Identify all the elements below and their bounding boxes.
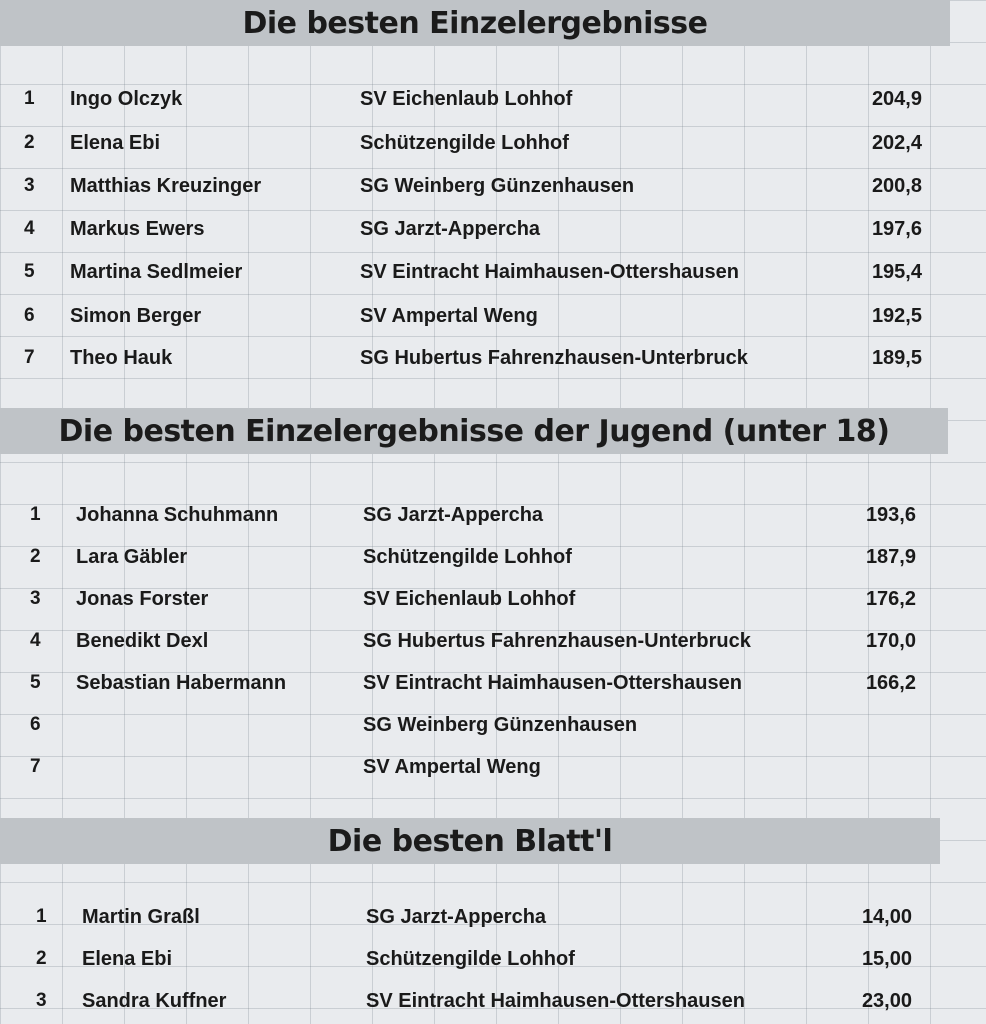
club-cell: SV Eichenlaub Lohhof xyxy=(363,588,576,610)
club-cell: SG Hubertus Fahrenzhausen-Unterbruck xyxy=(363,630,751,652)
club-cell: SV Eintracht Haimhausen-Ottershausen xyxy=(363,672,742,694)
rank-cell: 2 xyxy=(24,132,35,153)
score-cell: 187,9 xyxy=(865,546,916,568)
rank-cell: 1 xyxy=(30,504,41,525)
name-cell: Elena Ebi xyxy=(82,948,173,970)
table-row xyxy=(0,578,986,620)
table-row xyxy=(0,980,986,1022)
club-cell: SG Weinberg Günzenhausen xyxy=(360,175,635,197)
table-row xyxy=(0,536,986,578)
score-cell: 200,8 xyxy=(871,175,922,197)
rank-cell: 5 xyxy=(24,261,35,282)
table-row xyxy=(0,938,986,980)
rank-cell: 2 xyxy=(30,546,41,567)
club-cell: Schützengilde Lohhof xyxy=(363,546,572,568)
score-cell: 170,0 xyxy=(865,630,916,652)
name-cell xyxy=(76,704,356,746)
rank-cell: 4 xyxy=(30,630,41,651)
name-cell: Theo Hauk xyxy=(70,347,173,369)
score-cell: 204,9 xyxy=(871,88,922,110)
table-row xyxy=(0,704,986,746)
name-cell: Benedikt Dexl xyxy=(76,630,209,652)
score-cell: 197,6 xyxy=(871,218,922,240)
rank-cell: 7 xyxy=(30,756,41,777)
score-cell: 195,4 xyxy=(871,261,922,283)
name-cell: Sandra Kuffner xyxy=(82,990,227,1012)
table-row xyxy=(0,251,986,293)
club-cell: SG Jarzt-Appercha xyxy=(366,906,547,928)
score-cell: 166,2 xyxy=(865,672,916,694)
club-cell: Schützengilde Lohhof xyxy=(360,132,569,154)
table-row xyxy=(0,337,986,379)
table-row xyxy=(0,122,986,164)
name-cell: Markus Ewers xyxy=(70,218,205,240)
section-title: Die besten Einzelergebnisse xyxy=(0,0,950,46)
table-row xyxy=(0,662,986,704)
rank-cell: 3 xyxy=(36,990,47,1011)
score-cell xyxy=(816,746,916,788)
score-cell: 192,5 xyxy=(871,305,922,327)
name-cell: Johanna Schuhmann xyxy=(76,504,279,526)
club-cell: SV Eintracht Haimhausen-Ottershausen xyxy=(360,261,739,283)
name-cell: Martina Sedlmeier xyxy=(70,261,243,283)
name-cell: Matthias Kreuzinger xyxy=(70,175,262,197)
table-row xyxy=(0,78,986,120)
club-cell: SG Hubertus Fahrenzhausen-Unterbruck xyxy=(360,347,748,369)
section-title: Die besten Einzelergebnisse der Jugend (unter 18) xyxy=(0,408,948,454)
rank-cell: 7 xyxy=(24,347,35,368)
table-row xyxy=(0,896,986,938)
table-row xyxy=(0,746,986,788)
name-cell: Lara Gäbler xyxy=(76,546,188,568)
score-cell xyxy=(816,704,916,746)
section-title: Die besten Blatt'l xyxy=(0,818,940,864)
rank-cell: 3 xyxy=(30,588,41,609)
table-row xyxy=(0,494,986,536)
score-cell: 14,00 xyxy=(861,906,912,928)
name-cell: Sebastian Habermann xyxy=(76,672,287,694)
rank-cell: 1 xyxy=(24,88,35,109)
name-cell: Ingo Olczyk xyxy=(70,88,183,110)
name-cell: Martin Graßl xyxy=(82,906,200,928)
club-cell: SG Weinberg Günzenhausen xyxy=(363,714,638,736)
table-row xyxy=(0,620,986,662)
table-row xyxy=(0,208,986,250)
club-cell: Schützengilde Lohhof xyxy=(366,948,575,970)
rank-cell: 5 xyxy=(30,672,41,693)
rank-cell: 3 xyxy=(24,175,35,196)
table-row xyxy=(0,165,986,207)
name-cell xyxy=(76,746,356,788)
score-cell: 193,6 xyxy=(865,504,916,526)
rank-cell: 6 xyxy=(24,305,35,326)
table-row xyxy=(0,295,986,337)
rank-cell: 2 xyxy=(36,948,47,969)
club-cell: SG Jarzt-Appercha xyxy=(360,218,541,240)
score-cell: 189,5 xyxy=(871,347,922,369)
club-cell: SG Jarzt-Appercha xyxy=(363,504,544,526)
name-cell: Simon Berger xyxy=(70,305,202,327)
score-cell: 176,2 xyxy=(865,588,916,610)
score-cell: 23,00 xyxy=(861,990,912,1012)
rank-cell: 6 xyxy=(30,714,41,735)
score-cell: 15,00 xyxy=(861,948,912,970)
name-cell: Jonas Forster xyxy=(76,588,209,610)
club-cell: SV Ampertal Weng xyxy=(363,756,541,778)
rank-cell: 4 xyxy=(24,218,35,239)
club-cell: SV Eichenlaub Lohhof xyxy=(360,88,573,110)
rank-cell: 1 xyxy=(36,906,47,927)
club-cell: SV Ampertal Weng xyxy=(360,305,538,327)
club-cell: SV Eintracht Haimhausen-Ottershausen xyxy=(366,990,745,1012)
score-cell: 202,4 xyxy=(871,132,922,154)
name-cell: Elena Ebi xyxy=(70,132,161,154)
